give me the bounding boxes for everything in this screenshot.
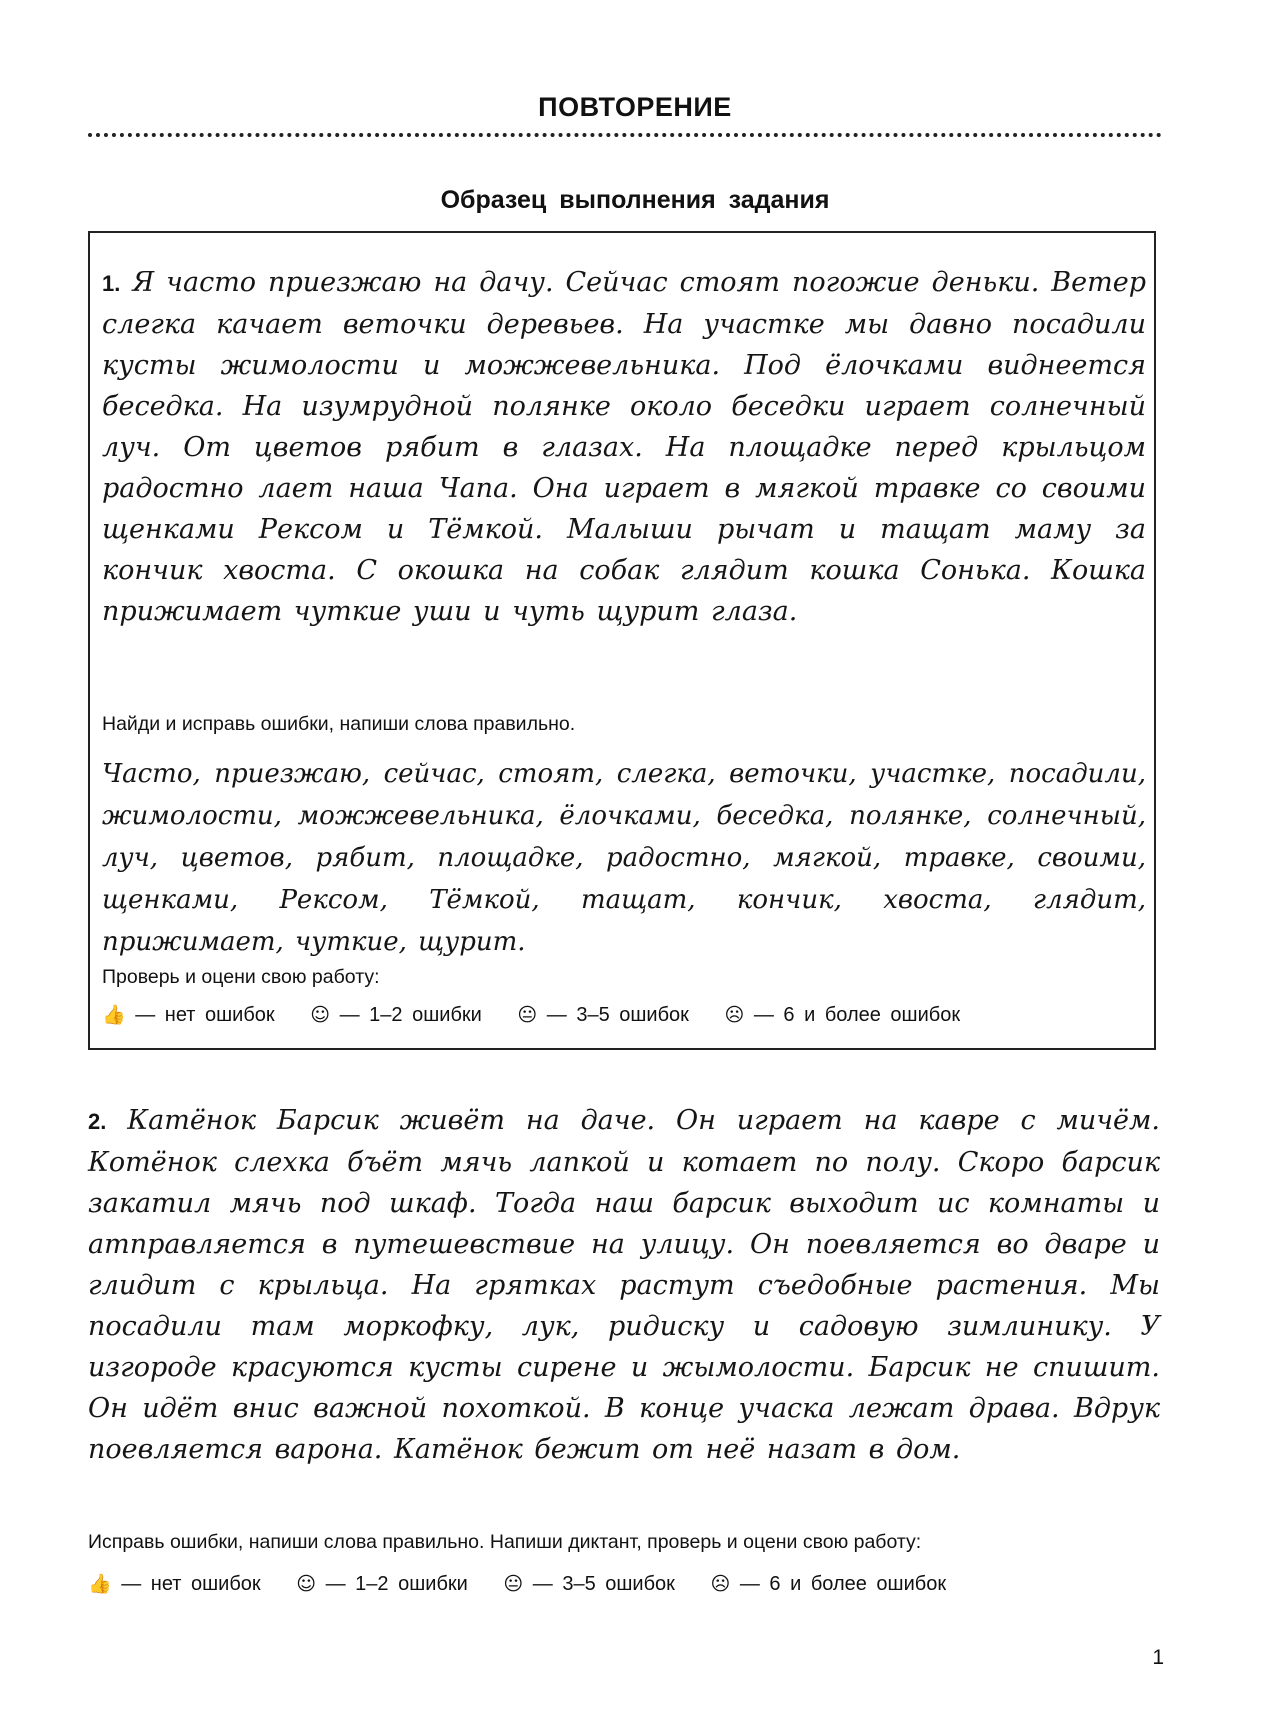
section-subtitle: Образец выполнения задания [440,186,830,214]
grading-scale [88,1571,976,1597]
scale-label: — 3–5 ошибок [546,1004,689,1026]
scale-item [102,1004,275,1026]
scale-label: — 1–2 ошибки [325,1573,468,1595]
scale-label: — 1–2 ошибки [339,1004,482,1026]
scale-item [724,1004,960,1026]
scale-label: — 6 и более ошибок [739,1573,947,1595]
scale-item [503,1573,675,1595]
exercise-1-check-label: Проверь и оцени свою работу: [102,966,380,988]
scale-label: — нет ошибок [121,1573,261,1595]
neutral-face-icon: 😐 [503,1573,524,1595]
scale-label: — нет ошибок [135,1004,275,1026]
scale-item [517,1004,689,1026]
dotted-divider [88,133,1162,137]
page-title: ПОВТОРЕНИЕ [538,92,732,122]
grading-scale [102,1002,990,1028]
exercise-2-instruction: Исправь ошибки, напиши слова правильно. Напиши диктант, проверь и оцени свою работу: [88,1531,922,1553]
exercise-1-dictation: Я часто приезжаю на дачу. Сейчас стоят погожие деньки. Ветер слегка качает веточки деревьев. На участке мы давно посадили кусты жимолости и можжевельника. Под ёлочками виднеется беседка. На изумрудной полянке около беседки играет солнечный луч. От цветов рябит в глазах. На площадке перед крыльцом радостно лает наша Чапа. Она играет в мягкой травке со своими щенками Рексом и Тёмкой. Малыши рычат и тащат маму за кончик хвоста. С окошка на собак глядит кошка Сонька. Кошка прижимает чуткие уши и чуть щурит глаза. [102,267,1146,627]
smile-icon: ☺ [310,1004,331,1026]
smile-icon: ☺ [296,1573,317,1595]
exercise-2-dictation: Катёнок Барсик живёт на даче. Он играет на кавре с мичём. Котёнок слехка бъёт мячь лапкой и котает по полу. Скоро барсик закатил мячь под шкаф. Тогда наш барсик выходит ис комнаты и атправляется в путешевствие на улицу. Он поевляется во дваре и глидит с крыльца. На грятках растут съедобные растения. Мы посадили там моркофку, лук, ридиску и садовую зимлинику. У изгороде красуются кусты сирене и жымолости. Барсик не спишит. Он идёт внис важной похоткой. В конце учаска лежат драва. Вдрук поевляется варона. Катёнок бежит от неё назат в дом. [88,1105,1160,1465]
sad-face-icon: ☹ [710,1573,731,1595]
sad-face-icon: ☹ [724,1004,745,1026]
exercise-1-text-block [102,262,1146,632]
scale-item [296,1573,468,1595]
scale-item [88,1573,261,1595]
scale-label: — 3–5 ошибок [532,1573,675,1595]
page-number: 1 [1152,1646,1164,1669]
exercise-1-answer: Часто, приезжаю, сейчас, стоят, слегка, веточки, участке, посадили, жимолости, можжевельника, ёлочками, беседка, полянке, солнечный, луч, цветов, рябит, площадке, радостно, мягкой, травке, своими, щенками, Рексом, Тёмкой, тащат, кончик, хвоста, глядит, прижимает, чуткие, щурит. [102,759,1146,957]
exercise-2-text-block [88,1100,1160,1470]
thumbs-up-icon: 👍 [102,1004,126,1026]
scale-label: — 6 и более ошибок [753,1004,961,1026]
exercise-1-instruction: Найди и исправь ошибки, напиши слова правильно. [102,713,576,735]
scale-item [310,1004,482,1026]
scale-item [710,1573,946,1595]
exercise-2-number: 2. [88,1109,107,1134]
exercise-1-number: 1. [102,271,121,296]
thumbs-up-icon: 👍 [88,1573,112,1595]
neutral-face-icon: 😐 [517,1004,538,1026]
